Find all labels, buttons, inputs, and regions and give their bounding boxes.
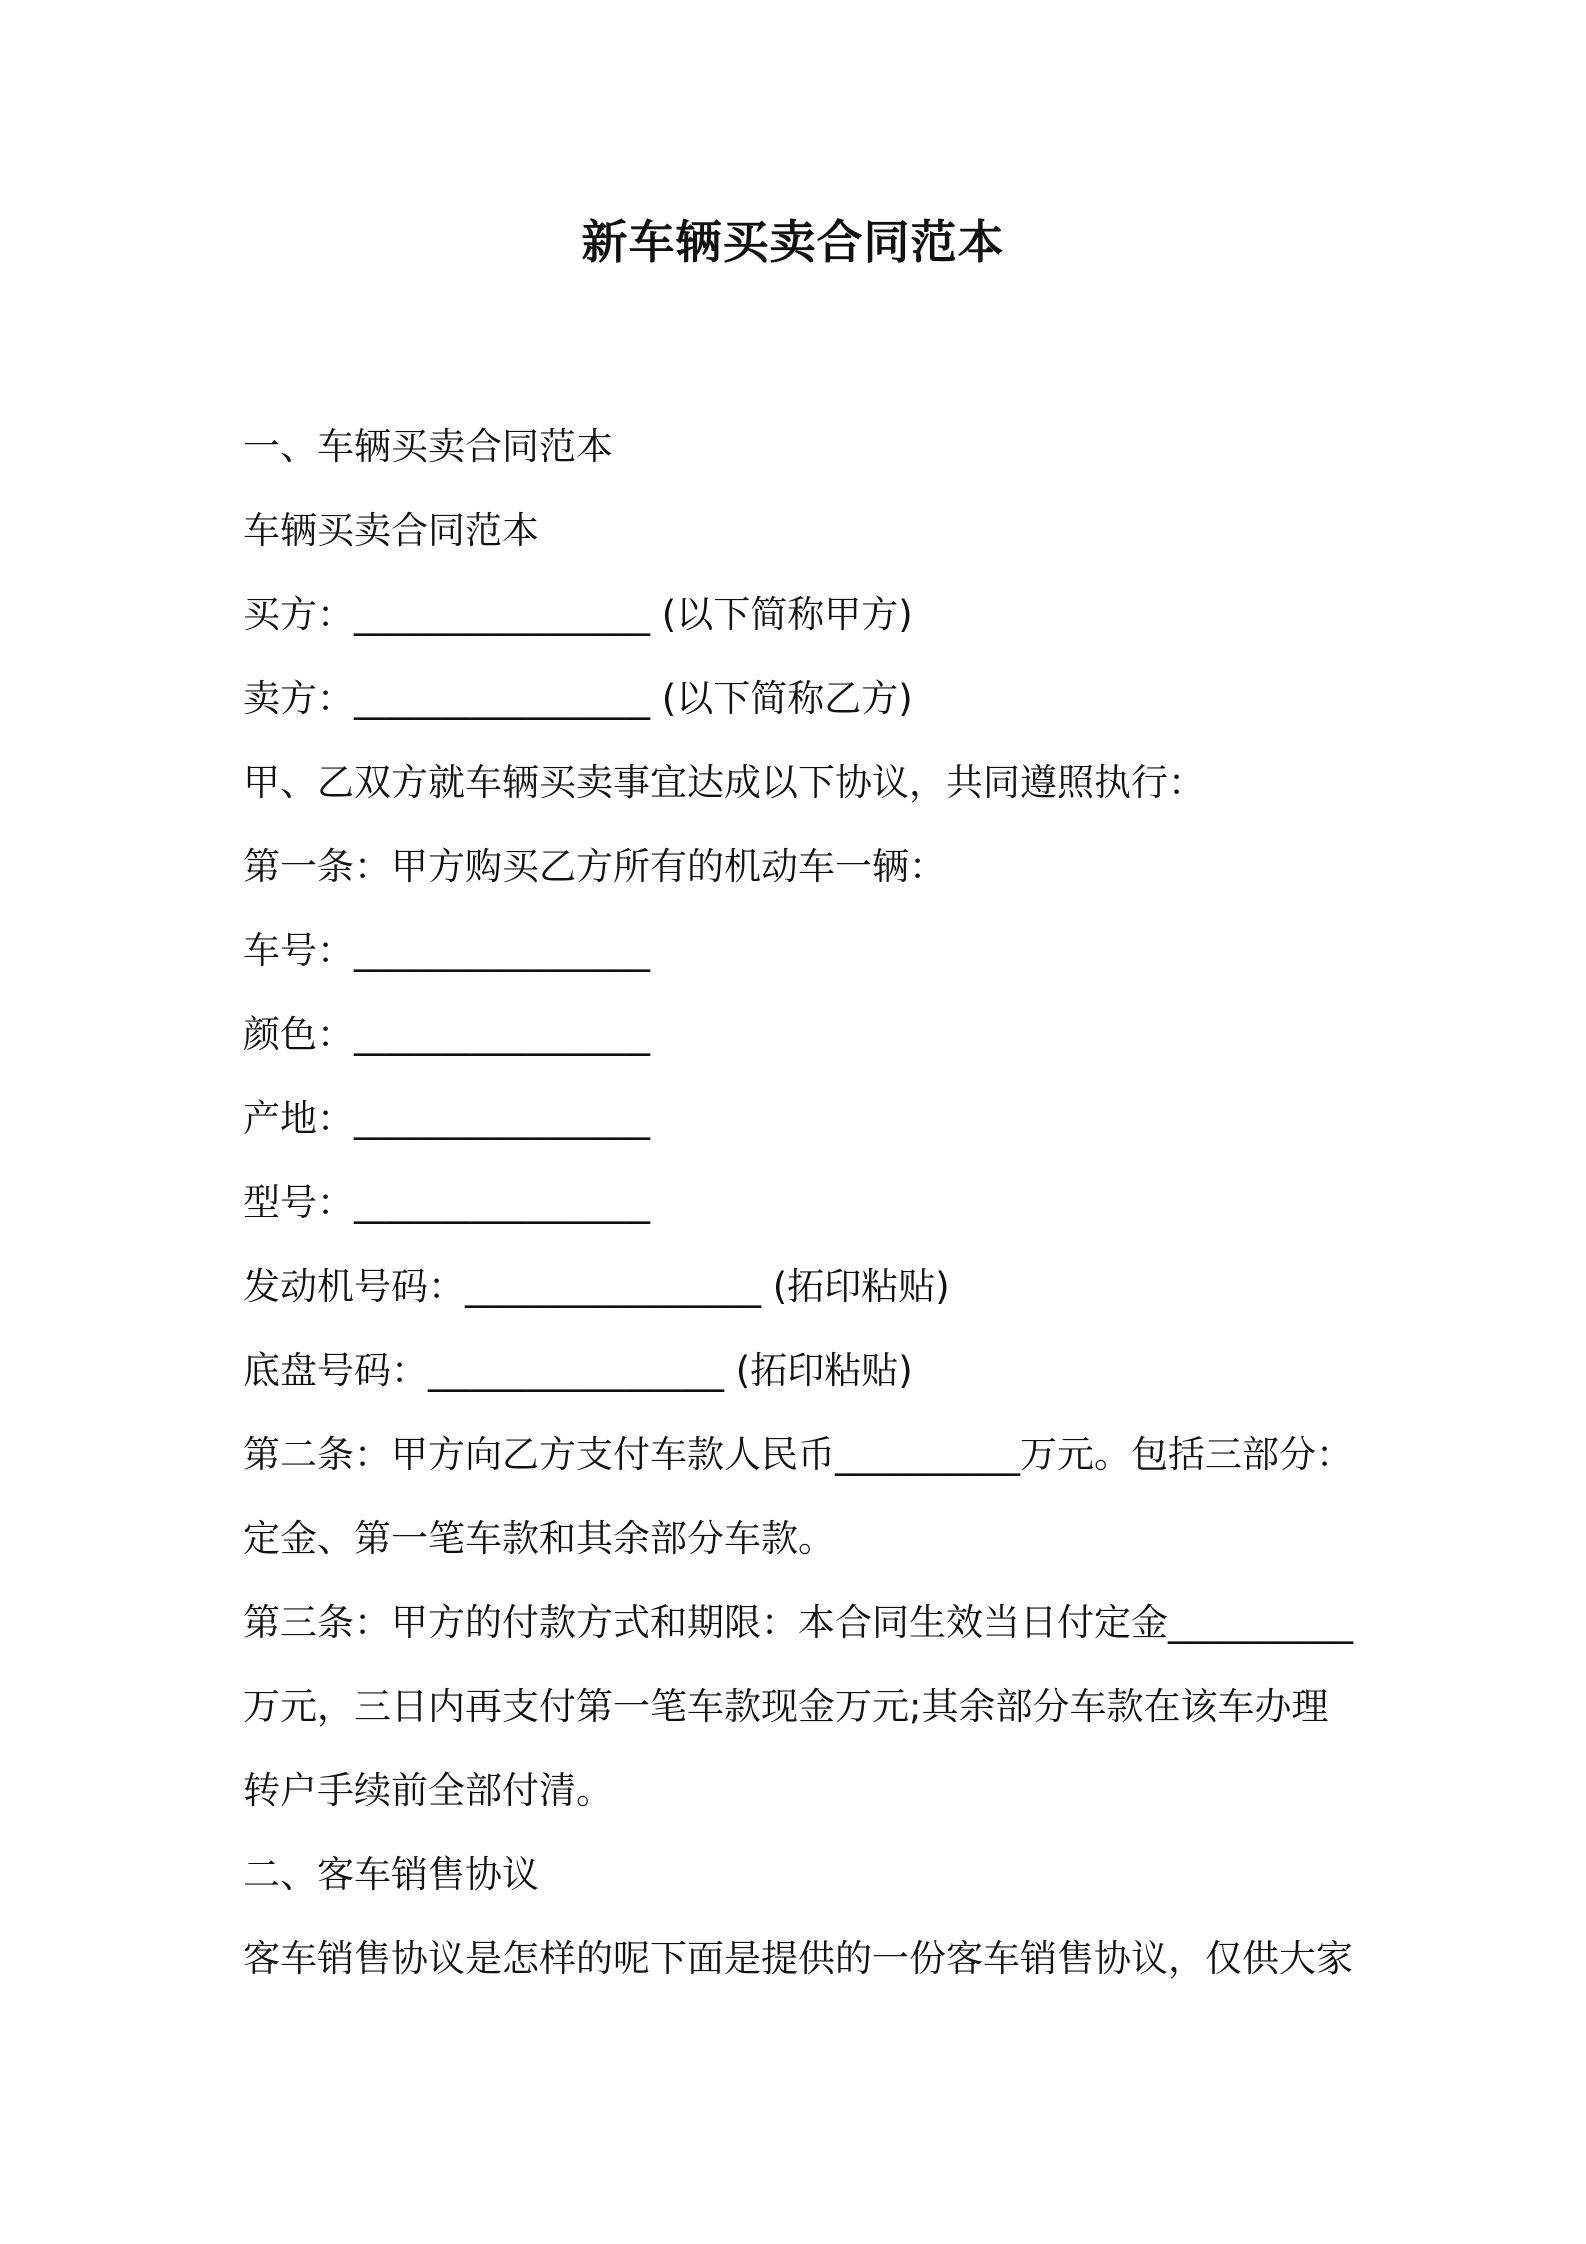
article-3: 第三条：甲方的付款方式和期限：本合同生效当日付定金__________ bbox=[243, 1601, 1353, 1644]
article-2: 第二条：甲方向乙方支付车款人民币__________万元。包括三部分： bbox=[243, 1433, 1353, 1476]
plate-number-line: 车号：________________ bbox=[243, 929, 650, 972]
section-2-paragraph: 客车销售协议是怎样的呢下面是提供的一份客车销售协议，仅供大家 bbox=[243, 1937, 1353, 1980]
model-line: 型号：________________ bbox=[243, 1181, 650, 1224]
color-line: 颜色：________________ bbox=[243, 1013, 650, 1056]
engine-number-line: 发动机号码：________________ (拓印粘贴) bbox=[243, 1265, 950, 1308]
document-body bbox=[243, 405, 1373, 2001]
origin-line: 产地：________________ bbox=[243, 1097, 650, 1140]
document-title: 新车辆买卖合同范本 bbox=[581, 215, 1005, 269]
article-1: 第一条：甲方购买乙方所有的机动车一辆： bbox=[243, 845, 946, 888]
subheading: 车辆买卖合同范本 bbox=[243, 509, 539, 552]
seller-line: 卖方：________________ (以下简称乙方) bbox=[243, 677, 913, 720]
article-3-end: 转户手续前全部付清。 bbox=[243, 1769, 613, 1812]
section-heading-2: 二、客车销售协议 bbox=[243, 1853, 539, 1896]
article-2-continued: 定金、第一笔车款和其余部分车款。 bbox=[243, 1517, 835, 1560]
chassis-number-line: 底盘号码：________________ (拓印粘贴) bbox=[243, 1349, 913, 1392]
section-heading-1: 一、车辆买卖合同范本 bbox=[243, 425, 613, 468]
buyer-line: 买方：________________ (以下简称甲方) bbox=[243, 593, 913, 636]
agreement-intro: 甲、乙双方就车辆买卖事宜达成以下协议，共同遵照执行： bbox=[243, 761, 1205, 804]
article-3-continued: 万元，三日内再支付第一笔车款现金万元;其余部分车款在该车办理 bbox=[243, 1685, 1329, 1728]
